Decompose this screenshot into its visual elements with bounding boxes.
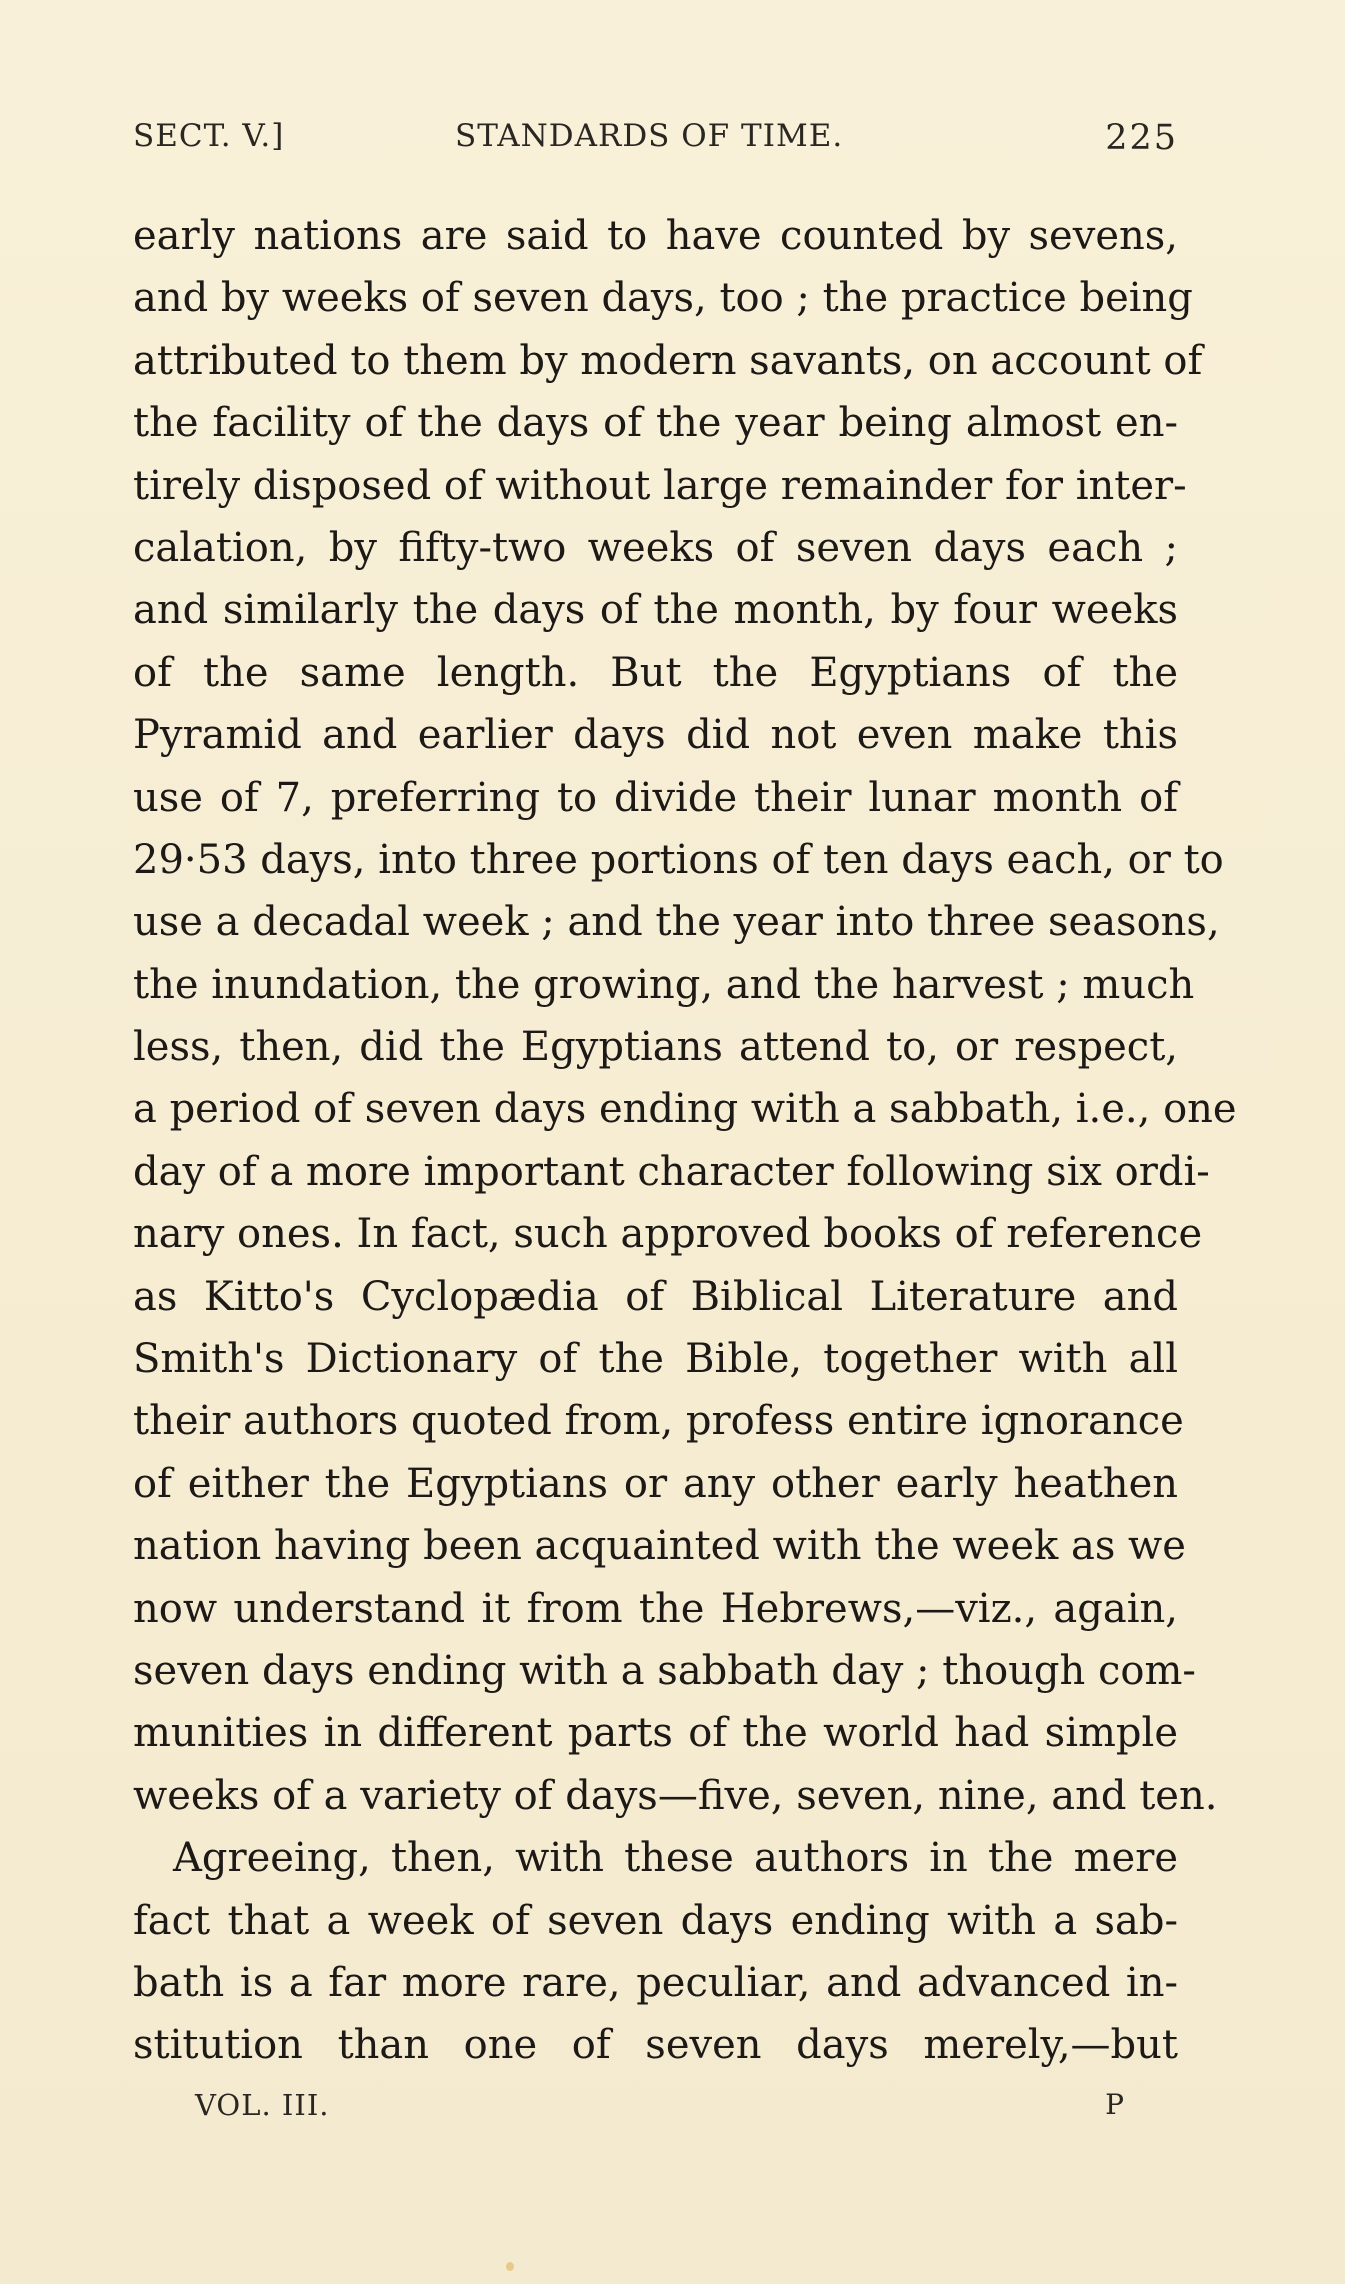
text-line: 29·53 days, into three portions of ten days each, or to [133,836,1224,883]
text-line: early nations are said to have counted by sevens, [133,213,1178,259]
text-line: day of a more important character following six ordi- [133,1148,1210,1195]
text-line: of the same length. But the Egyptians of the [133,649,1178,696]
text-line: and by weeks of seven days, too ; the practice being [133,275,1193,322]
text-line: the facility of the days of the year being almost en- [133,400,1178,447]
text-line: nation having been acquainted with the week as we [133,1523,1186,1570]
paper-speck [506,2262,514,2271]
text-line: tirely disposed of without large remainder for inter- [133,462,1187,509]
text-line: Smith's Dictionary of the Bible, together with all [133,1336,1178,1383]
text-line: a period of seven days ending with a sabbath, i.e., one [133,1086,1237,1133]
text-line: seven days ending with a sabbath day ; though com- [133,1647,1196,1694]
text-line: use a decadal week ; and the year into three seasons, [133,899,1220,946]
text-line: bath is a far more rare, peculiar, and advanced in- [133,1959,1178,2006]
text-line: of either the Egyptians or any other early heathen [133,1460,1178,1507]
text-line: fact that a week of seven days ending with a sab- [133,1897,1178,1944]
running-title: STANDARDS OF TIME. [455,118,844,154]
text-line: calation, by fifty-two weeks of seven days each ; [133,524,1178,571]
text-line: as Kitto's Cyclopædia of Biblical Literature and [133,1273,1178,1320]
text-line: stitution than one of seven days merely,—but [133,2022,1178,2069]
running-header [133,118,1178,168]
text-line: Agreeing, then, with these authors in the mere [173,1835,1178,1882]
text-line: less, then, did the Egyptians attend to, or respect, [133,1024,1178,1071]
text-line: nary ones. In fact, such approved books of reference [133,1211,1203,1258]
text-line: now understand it from the Hebrews,—viz., again, [133,1585,1178,1632]
text-line: attributed to them by modern savants, on account of [133,337,1203,384]
text-line: munities in different parts of the world had simple [133,1710,1178,1757]
signature-mark: P [1105,2088,1125,2121]
volume-label: VOL. III. [195,2088,330,2122]
page-footer [195,2088,1125,2138]
section-label: SECT. V.] [133,118,285,154]
text-line: their authors quoted from, profess entire ignorance [133,1398,1184,1445]
text-line: Pyramid and earlier days did not even make this [133,712,1178,759]
text-line: weeks of a variety of days—five, seven, nine, and ten. [133,1772,1218,1819]
text-line: the inundation, the growing, and the harvest ; much [133,961,1195,1008]
page-number: 225 [1105,118,1178,158]
text-line: use of 7, preferring to divide their lunar month of [133,774,1178,821]
body-text [133,205,1237,2077]
text-line: and similarly the days of the month, by four weeks [133,587,1178,634]
